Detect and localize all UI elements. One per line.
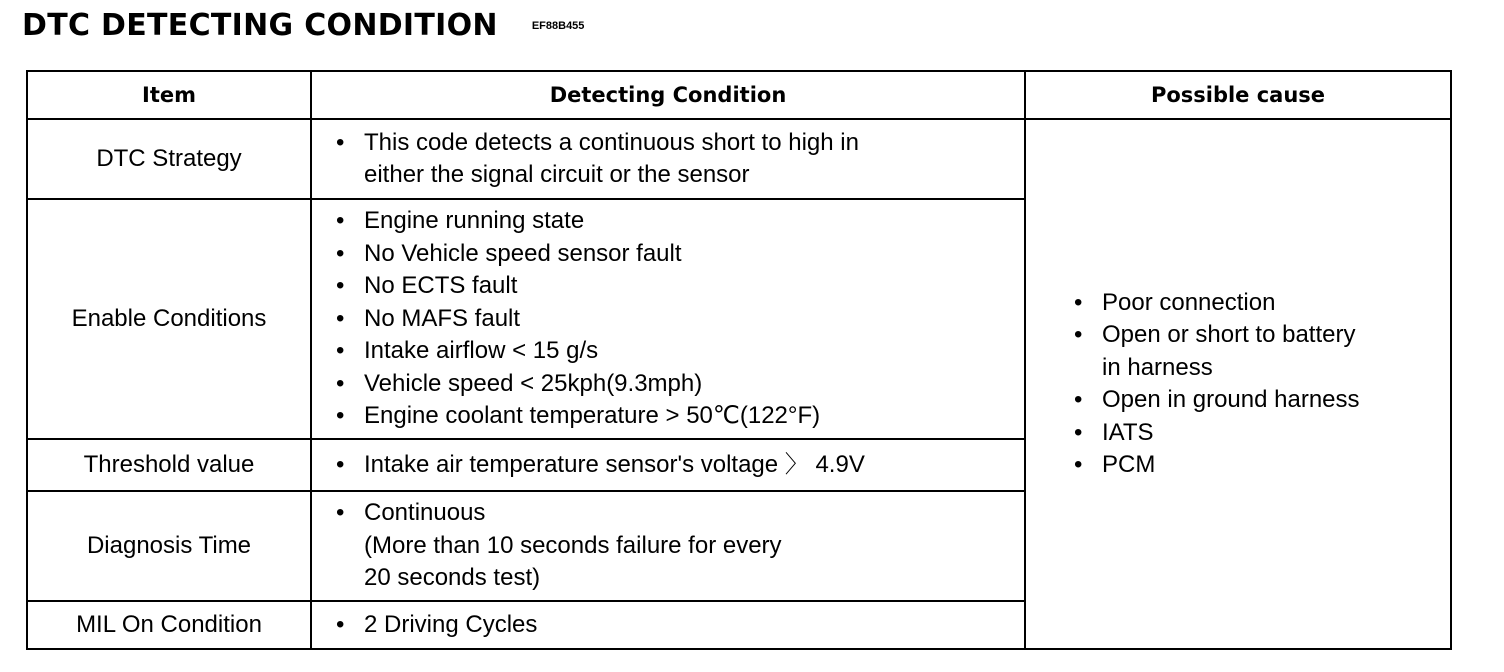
condition-bullet: • Intake airflow < 15 g/s xyxy=(326,335,1024,368)
condition-bullet: • Vehicle speed < 25kph(9.3mph) xyxy=(326,368,1024,401)
condition-cell xyxy=(311,199,1025,439)
condition-bullet: • No Vehicle speed sensor fault xyxy=(326,238,1024,271)
condition-bullet: • 2 Driving Cycles xyxy=(326,609,1024,642)
condition-bullet: • Engine coolant temperature > 50℃(122°F) xyxy=(326,400,1024,433)
cause-bullet: • IATS xyxy=(1064,417,1450,450)
condition-bullet: • Intake air temperature sensor's voltage 〉 4.9V xyxy=(326,449,1024,482)
item-cell: Diagnosis Time xyxy=(27,491,311,601)
header-detecting-condition: Detecting Condition xyxy=(311,71,1025,119)
item-cell: Enable Conditions xyxy=(27,199,311,439)
page-title: DTC DETECTING CONDITION xyxy=(22,8,498,43)
page-heading xyxy=(22,8,584,43)
table-header-row xyxy=(27,71,1451,119)
dtc-condition-table xyxy=(26,70,1452,650)
condition-bullet: • No MAFS fault xyxy=(326,303,1024,336)
condition-cell xyxy=(311,439,1025,491)
table-row xyxy=(27,119,1451,199)
header-possible-cause: Possible cause xyxy=(1025,71,1451,119)
condition-list xyxy=(326,449,1024,482)
condition-bullet: • No ECTS fault xyxy=(326,270,1024,303)
condition-list xyxy=(326,127,1024,192)
cause-bullet: • PCM xyxy=(1064,449,1450,482)
cause-bullet: • Poor connection xyxy=(1064,287,1450,320)
possible-cause-cell xyxy=(1025,119,1451,649)
condition-bullet: • Continuous (More than 10 seconds failure for every 20 seconds test) xyxy=(326,497,1024,595)
condition-list xyxy=(326,205,1024,433)
cause-bullet: • Open or short to battery in harness xyxy=(1064,319,1450,384)
condition-list xyxy=(326,609,1024,642)
item-cell: Threshold value xyxy=(27,439,311,491)
condition-cell xyxy=(311,601,1025,649)
possible-cause-list xyxy=(1064,287,1450,482)
header-item: Item xyxy=(27,71,311,119)
item-cell: DTC Strategy xyxy=(27,119,311,199)
condition-bullet: • This code detects a continuous short to high in either the signal circuit or the sensor xyxy=(326,127,1024,192)
condition-cell xyxy=(311,491,1025,601)
condition-cell xyxy=(311,119,1025,199)
condition-list xyxy=(326,497,1024,595)
cause-bullet: • Open in ground harness xyxy=(1064,384,1450,417)
condition-bullet: • Engine running state xyxy=(326,205,1024,238)
item-cell: MIL On Condition xyxy=(27,601,311,649)
document-code: EF88B455 xyxy=(531,20,585,32)
